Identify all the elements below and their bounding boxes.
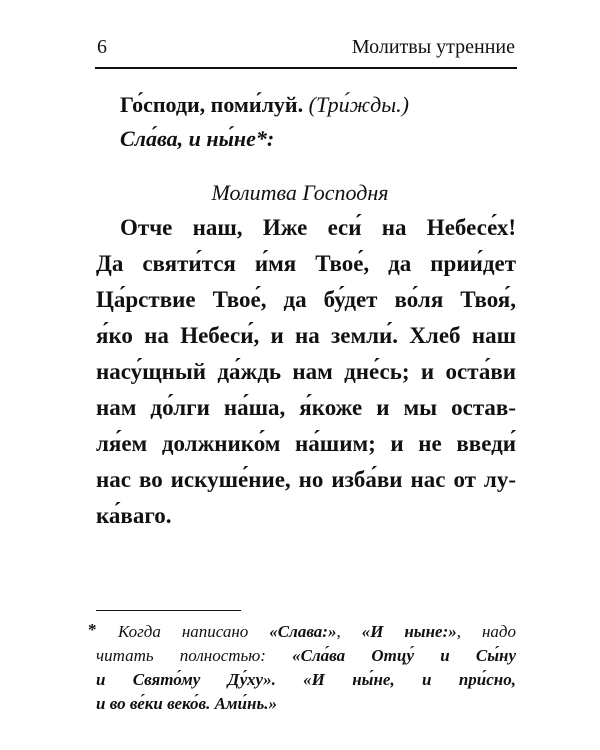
prayer-line: ля́ем должнико́м на́шим; и не введи́ [96, 431, 516, 456]
prayer-title: Молитва Господня [211, 180, 389, 205]
prayer-line: Отче наш, Иже еси́ на Небесе́х! [120, 215, 516, 240]
intro-line-2: Сла́ва, и ны́не*: [120, 126, 275, 151]
running-header [97, 36, 515, 64]
footnote-line-2: читать полностью: «Сла́ва Отцу́ и Сы́ну [96, 646, 516, 665]
page-number: 6 [97, 36, 107, 58]
header-divider [95, 67, 517, 69]
footnote-line-1: Когда написано «Слава:», «И ныне:», надо [118, 622, 516, 641]
footnote-marker: * [88, 620, 97, 639]
running-title: Молитвы утренние [351, 36, 515, 58]
prayer-line: Ца́рствие Твое́, да бу́дет во́ля Твоя́, [96, 287, 516, 312]
prayer-line: нас во искуше́ние, но изба́ви нас от лу- [96, 467, 516, 492]
footnote-line-4: и во ве́ки веко́в. Ами́нь.» [96, 694, 277, 713]
intro-direction: (Три́жды.) [308, 92, 409, 117]
prayer-line: нам до́лги на́ша, я́коже и мы остав- [96, 395, 516, 420]
footnote [88, 620, 516, 716]
prayer-line: насу́щный да́ждь нам дне́сь; и оста́ви [96, 359, 516, 384]
prayer-line: Да святи́тся и́мя Твое́, да прии́дет [96, 251, 516, 276]
footnote-divider [96, 610, 241, 611]
prayer-line: ка́ваго. [96, 503, 172, 528]
prayer-line: я́ко на Небеси́, и на земли́. Хлеб наш [96, 323, 516, 348]
footnote-line-3: и Свято́му Ду́ху». «И ны́не, и при́сно, [96, 670, 516, 689]
intro-text: Го́споди, поми́луй. [120, 92, 304, 117]
intro-line-1 [120, 92, 409, 118]
prayer-text [96, 210, 516, 534]
